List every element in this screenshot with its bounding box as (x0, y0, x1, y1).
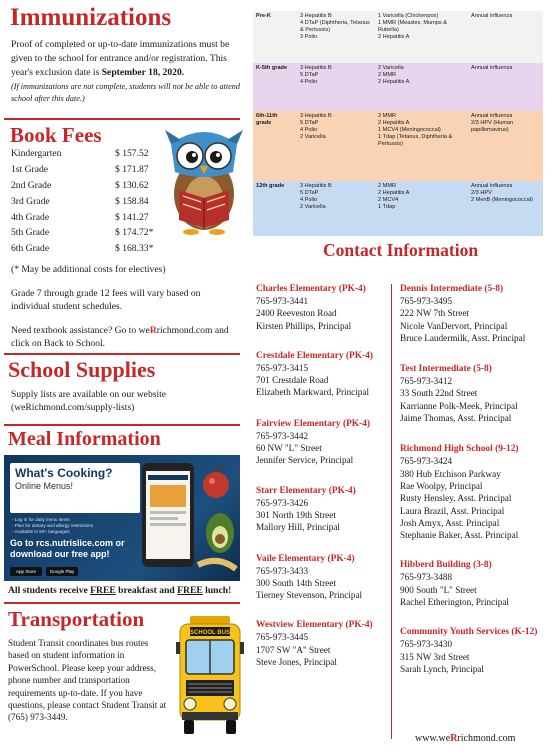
vaccine-cell (375, 63, 468, 111)
divider (4, 602, 240, 604)
vaccine-item: 4 Polio (300, 79, 318, 85)
contact-line: Rachel Etherington, Principal (400, 597, 509, 608)
vaccine-grade: 12th grade (256, 183, 285, 189)
vaccine-row (253, 63, 543, 111)
free-meals-note (8, 585, 240, 596)
vaccine-item: Annual influenza (471, 113, 513, 119)
contact-left-column (256, 283, 392, 668)
vaccine-cell (375, 11, 468, 63)
vaccine-item: 2 Varicella (378, 65, 404, 71)
contact-block (400, 559, 550, 608)
school-name: Crestdale Elementary (PK-4) (256, 350, 373, 361)
contact-line: Jaime Thomas, Asst. Principal (400, 413, 512, 424)
free-lunch: FREE (177, 585, 203, 596)
vaccine-item: 2 Hepatitis A (378, 120, 410, 126)
fee-grade: 3rd Grade (11, 195, 50, 207)
vaccine-item: Annual influenza (471, 65, 513, 71)
fee-grade: 4th Grade (11, 211, 50, 223)
vaccine-item: 2 MMR (378, 72, 397, 78)
owl-illustration (165, 124, 243, 236)
divider (4, 424, 240, 426)
phone-number[interactable]: 765-973-3424 (400, 456, 453, 467)
immunizations-paragraph (11, 38, 243, 80)
contact-line: Mallory Hill, Principal (256, 522, 340, 533)
school-name: Dennis Intermediate (5-8) (400, 284, 504, 294)
contact-line: Sarah Lynch, Principal (400, 663, 484, 674)
fee-grade: 2nd Grade (11, 179, 52, 191)
textbook-text: Need textbook assistance? Go to we (11, 325, 150, 336)
divider (4, 118, 240, 120)
contact-line: 300 South 14th Street (256, 577, 336, 588)
contact-block (256, 283, 392, 332)
google-play-badge[interactable] (46, 567, 78, 576)
fee-grade: 6th Grade (11, 243, 50, 255)
contact-line: 380 Hub Etchison Parkway (400, 468, 501, 479)
contact-line: 2400 Reeveston Road (256, 308, 337, 319)
vaccine-item: 2 MCV4 (378, 197, 399, 203)
contact-line: Bruce Laudermilk, Asst. Principal (400, 332, 526, 343)
school-name: Vaile Elementary (PK-4) (256, 553, 355, 564)
vaccine-item: 1 Varicella (Chickenpox) (378, 13, 439, 19)
phone-number[interactable]: 765-973-3488 (400, 572, 453, 583)
book-fees-table (11, 146, 153, 257)
menu-promo-banner (4, 455, 240, 581)
vaccine-row (253, 111, 543, 181)
vaccine-cell (297, 11, 375, 63)
fee-row (11, 146, 153, 162)
vaccine-cell (297, 111, 375, 181)
vaccine-row (253, 181, 543, 236)
vaccine-cell (468, 111, 543, 181)
contact-block (256, 485, 392, 534)
supplies-text: Supply lists are available on our website (weRichmond.com/supply-lists) (11, 389, 167, 413)
phone-number[interactable]: 765-973-3433 (256, 565, 309, 576)
free-breakfast: FREE (90, 585, 116, 596)
vaccine-item: 2 Varicella (300, 134, 326, 140)
contact-line: Rusty Hensley, Asst. Principal (400, 493, 512, 504)
contact-block (400, 363, 550, 424)
footer-text: richmond.com (457, 733, 516, 744)
contact-block (400, 443, 550, 541)
fee-grade: Kindergarten (11, 148, 62, 160)
contact-block (256, 350, 392, 399)
immunizations-text: Proof of completed or up-to-date immunizations must be given to the school for entrance and/or registration. This year's exclusion date is (11, 39, 230, 78)
vaccine-item: 3 Hepatitis B (300, 65, 332, 71)
vaccine-cell (375, 181, 468, 236)
contact-line: Josh Amyx, Asst. Principal (400, 517, 500, 528)
school-supplies-title: School Supplies (8, 357, 156, 382)
fee-amount: $ 141.27 (115, 211, 149, 223)
contact-block (400, 626, 550, 675)
phone-number[interactable]: 765-973-3441 (256, 296, 309, 306)
contact-line: Steve Jones, Principal (256, 657, 337, 668)
contact-title: Contact Information (323, 240, 479, 260)
vaccine-item: 5 DTaP (300, 72, 319, 78)
contact-line: Elizabeth Markward, Principal (256, 387, 370, 398)
contact-block (256, 418, 392, 467)
fee-row (11, 178, 153, 194)
fee-amount: $ 174.72* (115, 227, 154, 239)
vaccine-cell (297, 181, 375, 236)
vaccine-item: 3 Hepatitis B (300, 13, 332, 19)
fee-row (11, 241, 153, 257)
vaccine-item: 1 MMR (Measles, Mumps & Rubella) (378, 20, 448, 33)
contact-line: 33 South 22nd Street (400, 388, 478, 399)
fee-grade: 1st Grade (11, 164, 49, 176)
contact-line: Rae Woolpy, Principal (400, 480, 483, 491)
fee-amount: $ 171.87 (115, 164, 149, 176)
free-meals-text: breakfast and (115, 585, 178, 596)
contact-line: Laura Brazil, Asst. Principal (400, 505, 505, 516)
textbook-assistance (11, 324, 243, 350)
vaccine-grade: K-5th grade (256, 65, 288, 71)
fee-grade: 5th Grade (11, 227, 50, 239)
vaccine-item: 1 Tdap (378, 204, 396, 210)
phone-number[interactable]: 765-973-3445 (256, 632, 309, 643)
phone-food-icon (138, 459, 238, 579)
textbook-link[interactable]: richmond.com and click on Back to School. (11, 325, 229, 349)
transportation-text: Student Transit coordinates bus routes based on student information in PowerSchool. Please keep your address, phone number and transportation requirements up-to-date. If you have questions, please contact Student Transit at (765) 973-3449. (8, 638, 167, 723)
immunizations-title: Immunizations (10, 4, 172, 31)
contact-block (400, 283, 550, 344)
phone-number[interactable]: 765-973-3415 (256, 362, 309, 373)
vaccine-grade: Pre-K (256, 13, 271, 19)
fee-row (11, 162, 153, 178)
book-fees-title: Book Fees (10, 123, 102, 147)
school-name: Community Youth Services (K-12) (400, 627, 538, 638)
contact-line: 60 NW "L" Street (256, 443, 322, 454)
promo-subheading: Online Menus! (15, 481, 74, 491)
transportation-title: Transportation (8, 607, 145, 631)
fee-row (11, 209, 153, 225)
vaccine-item: 2/3 HPV (471, 190, 492, 196)
school-name: Hibberd Building (3-8) (400, 560, 492, 571)
contact-block (256, 553, 392, 602)
phone-number[interactable]: 765-973-3430 (400, 639, 453, 650)
vaccine-item: 2/3 HPV (Human papillomavirus) (471, 120, 514, 133)
vaccine-item: 1 Tdap (Tetanus, Diphtheria & Pertussis) (378, 134, 453, 147)
contact-line: Kirsten Phillips, Principal (256, 320, 352, 331)
contact-line: 900 South "L" Street (400, 584, 477, 595)
school-name: Test Intermediate (5-8) (400, 364, 492, 375)
school-name: Charles Elementary (PK-4) (256, 284, 366, 294)
phone-number[interactable]: 765-973-3495 (400, 296, 453, 306)
app-store-badge[interactable] (10, 567, 42, 576)
vaccine-item: 3 Polio (300, 34, 318, 40)
vaccine-item: 4 Polio (300, 127, 318, 133)
vaccine-item: 2 Hepatitis A (378, 34, 410, 40)
contact-line: Karrianne Polk-Meek, Principal (400, 400, 518, 411)
promo-heading: What's Cooking? (15, 466, 113, 480)
phone-number[interactable]: 765-973-3412 (400, 376, 453, 387)
fee-amount: $ 157.52 (115, 148, 149, 160)
vaccine-item: 4 DTaP (Diphtheria, Tetanus & Pertussis) (300, 20, 370, 33)
contact-line: 315 NW 3rd Street (400, 651, 470, 662)
contact-right-column (400, 283, 550, 675)
contact-line: Jennifer Service, Principal (256, 455, 354, 466)
vaccine-cell (468, 11, 543, 63)
contact-line: Nicole VanDervort, Principal (400, 320, 508, 331)
immunizations-note: (If immunizations are not complete, students will not be able to attend school after this date.) (11, 82, 240, 103)
phone-number[interactable]: 765-973-3426 (256, 497, 309, 508)
contact-line: 1707 SW "A" Street (256, 644, 331, 655)
fees-footnote: (* May be additional costs for electives) (11, 264, 166, 275)
footer-website[interactable] (415, 733, 515, 744)
contact-line: 301 North 19th Street (256, 509, 336, 520)
divider (4, 353, 240, 355)
grade7-note: Grade 7 through grade 12 fees will vary based on individual student schedules. (11, 288, 201, 312)
free-meals-text: lunch! (202, 585, 232, 596)
fee-row (11, 193, 153, 209)
phone-number[interactable]: 765-973-3442 (256, 430, 309, 441)
meal-title: Meal Information (8, 428, 161, 450)
vaccine-cell (468, 181, 543, 236)
contact-line: Tierney Stevenson, Principal (256, 590, 363, 601)
school-name: Richmond High School (9-12) (400, 444, 519, 455)
vaccine-item: 2 Hepatitis A (378, 190, 410, 196)
contact-divider (391, 284, 392, 739)
fee-amount: $ 158.84 (115, 195, 149, 207)
school-name: Starr Elementary (PK-4) (256, 485, 356, 496)
vaccine-item: 2 Varicella (300, 204, 326, 210)
fee-amount: $ 130.62 (115, 179, 149, 191)
free-meals-text: All students receive (8, 585, 91, 596)
vaccine-item: 2 MMR (378, 113, 397, 119)
vaccine-item: 3 Hepatitis B (300, 113, 332, 119)
brand-r: R (450, 733, 458, 744)
vaccine-item: 2 MenB (Meningococcal) (471, 197, 533, 203)
school-name: Fairview Elementary (PK-4) (256, 418, 371, 429)
vaccine-grade: 6th-11th grade (256, 113, 278, 126)
app-store-label: App Store (15, 569, 36, 574)
vaccine-item: Annual influenza (471, 183, 513, 189)
vaccine-item: 5 DTaP (300, 190, 319, 196)
fee-amount: $ 168.33* (115, 243, 154, 255)
promo-card (10, 463, 140, 513)
promo-bullet: - Log in for daily menu items (12, 517, 70, 522)
promo-cta[interactable]: Go to rcs.nutrislice.com or download our free app! (10, 538, 125, 559)
vaccine-item: 2 Hepatitis A (378, 79, 410, 85)
promo-bullet: - Available in 50+ languages (12, 529, 70, 534)
contact-line: Stephanie Baker, Asst. Principal (400, 530, 519, 541)
google-play-label: Google Play (49, 569, 75, 574)
vaccine-cell (297, 63, 375, 111)
vaccine-item: 1 MCV4 (Meningococcal) (378, 127, 441, 133)
vaccine-item: 4 Polio (300, 197, 318, 203)
promo-bullets (12, 517, 112, 535)
bus-sign: SCHOOL BUS (190, 630, 230, 636)
footer-text: www.we (415, 733, 451, 744)
vaccine-item: Annual influenza (471, 13, 513, 19)
contact-line: 701 Crestdale Road (256, 375, 329, 386)
vaccine-requirements-table (253, 11, 543, 236)
exclusion-date: September 18, 2020. (101, 67, 185, 78)
contact-line: 222 NW 7th Street (400, 308, 469, 319)
contact-block (256, 619, 392, 668)
vaccine-cell (468, 63, 543, 111)
school-name: Westview Elementary (PK-4) (256, 620, 373, 631)
vaccine-item: 2 MMR (378, 183, 397, 189)
fee-row (11, 225, 153, 241)
vaccine-item: 3 Hepatitis B (300, 183, 332, 189)
vaccine-item: 5 DTaP (300, 120, 319, 126)
school-bus-icon (176, 616, 244, 746)
promo-bullet: - Plan for dietary and allergy restrictions (12, 523, 93, 528)
vaccine-cell (375, 111, 468, 181)
brand-r: R (149, 325, 157, 336)
vaccine-row (253, 11, 543, 63)
